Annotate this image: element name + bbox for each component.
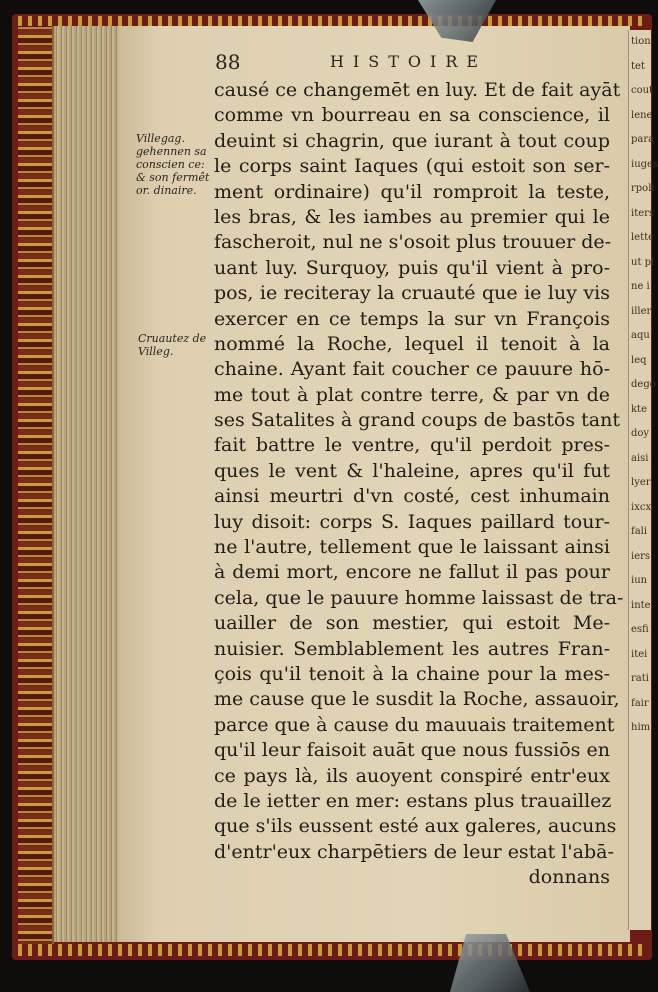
facing-page-fragment: rpoli: [631, 183, 655, 194]
page-edges: [54, 26, 124, 942]
text-line: d'entr'eux charpētiers de leur estat l'abā-: [214, 840, 614, 863]
facing-page-sliver: [628, 30, 658, 930]
running-head: HISTOIRE: [330, 52, 488, 71]
text-line: ne l'autre, tellement que le laissant ainsi: [214, 536, 610, 559]
facing-page-fragment: lette: [631, 232, 655, 243]
facing-page-fragment: iuges: [631, 158, 658, 170]
margin-note: Villegag. gehennen sa conscien ce: & son fermêt or. dinaire.: [136, 132, 210, 197]
facing-page-fragment: fair: [631, 697, 649, 709]
gilt-spine-edge: [18, 20, 54, 950]
text-line: ainsi meurtri d'vn costé, cest inhumain: [214, 485, 610, 508]
text-line: comme vn bourreau en sa conscience, il: [214, 104, 610, 127]
text-line: cela, que le pauure homme laissast de tra-: [214, 586, 624, 609]
facing-page-fragment: tion: [631, 36, 651, 47]
facing-page-fragment: ut pl: [631, 256, 655, 268]
facing-page-fragment: aisi: [631, 452, 649, 464]
facing-page-fragment: lene: [631, 109, 653, 121]
text-line: deuint si chagrin, que iurant à tout coup: [214, 129, 610, 152]
facing-page-fragment: para: [631, 134, 655, 145]
text-line: nommé la Roche, lequel il tenoit à la: [214, 332, 610, 355]
text-line: me tout à plat contre terre, & par vn de: [214, 383, 610, 406]
facing-page-fragment: rati: [631, 673, 649, 684]
facing-page-fragment: iun: [631, 575, 648, 586]
text-line: me cause que le susdit la Roche, assauoir,: [214, 688, 620, 711]
text-line: chaine. Ayant fait coucher ce pauure hō-: [214, 358, 610, 381]
facing-page-fragment: ne i: [631, 281, 650, 292]
text-line: de le ietter en mer: estans plus trauaillez: [214, 789, 612, 812]
text-line: donnans: [528, 866, 610, 889]
facing-page-fragment: kte: [631, 403, 647, 415]
facing-page-fragment: him: [631, 722, 651, 733]
page-header: [215, 50, 615, 80]
facing-page-fragment: dego: [631, 379, 656, 390]
facing-page-fragment: tet: [631, 60, 645, 72]
text-line: uant luy. Surquoy, puis qu'il vient à pro-: [214, 256, 610, 279]
facing-page-fragment: aqu: [631, 330, 650, 341]
body-text: [214, 78, 624, 891]
facing-page-fragment: fali: [631, 526, 648, 537]
text-line: le corps saint Iaques (qui estoit son ser-: [214, 155, 610, 178]
text-line: ques le vent & l'haleine, apres qu'il fut: [214, 459, 610, 482]
text-line: fascheroit, nul ne s'osoit plus trouuer de-: [214, 231, 612, 254]
facing-page-fragment: iller: [631, 305, 652, 317]
text-line: les bras, & les iambes au premier qui le: [214, 205, 610, 228]
gilt-bottom-edge: [18, 944, 648, 956]
gilt-top-edge: [18, 16, 648, 26]
text-line: exercer en ce temps la sur vn François: [214, 307, 610, 330]
text-line: parce que à cause du mauuais traitement: [214, 713, 615, 736]
text-line: que s'ils eussent esté aux galeres, aucuns: [214, 815, 617, 838]
page-number: 88: [215, 50, 241, 74]
text-line: ment ordinaire) qu'il romproit la teste,: [214, 180, 610, 203]
facing-page-fragment: iers: [631, 550, 651, 562]
facing-page-fragment: inte: [631, 599, 651, 611]
text-line: ce pays là, ils auoyent conspiré entr'eux: [214, 764, 610, 787]
facing-page-fragment: lyer: [631, 477, 651, 488]
facing-page-fragment: leq: [631, 354, 647, 366]
text-line: çois qu'il tenoit à la chaine pour la mes-: [214, 662, 610, 685]
facing-page-fragment: cout: [631, 85, 654, 96]
text-line: luy disoit: corps S. Iaques paillard tour-: [214, 510, 610, 533]
margin-note: Cruautez de Villeg.: [138, 332, 207, 358]
text-line: ses Satalites à grand coups de bastōs tant: [214, 409, 620, 432]
text-line: nuisier. Semblablement les autres Fran-: [214, 637, 610, 660]
text-line: à demi mort, encore ne fallut il pas pour: [214, 561, 610, 584]
facing-page-fragment: ixcx: [631, 501, 652, 513]
text-line: fait battre le ventre, qu'il perdoit pres-: [214, 434, 610, 457]
facing-page-fragment: itei: [631, 648, 648, 660]
text-line: pos, ie reciteray la cruauté que ie luy vis: [214, 282, 610, 305]
text-line: qu'il leur faisoit auāt que nous fussiōs en: [214, 739, 610, 762]
facing-page-fragment: doy: [631, 428, 650, 439]
facing-page-fragment: esfi: [631, 624, 649, 635]
facing-page-fragment: iters: [631, 207, 655, 219]
text-line: uailler de son mestier, qui estoit Me-: [214, 612, 610, 635]
text-line: causé ce changemēt en luy. Et de fait ayāt: [214, 79, 621, 101]
